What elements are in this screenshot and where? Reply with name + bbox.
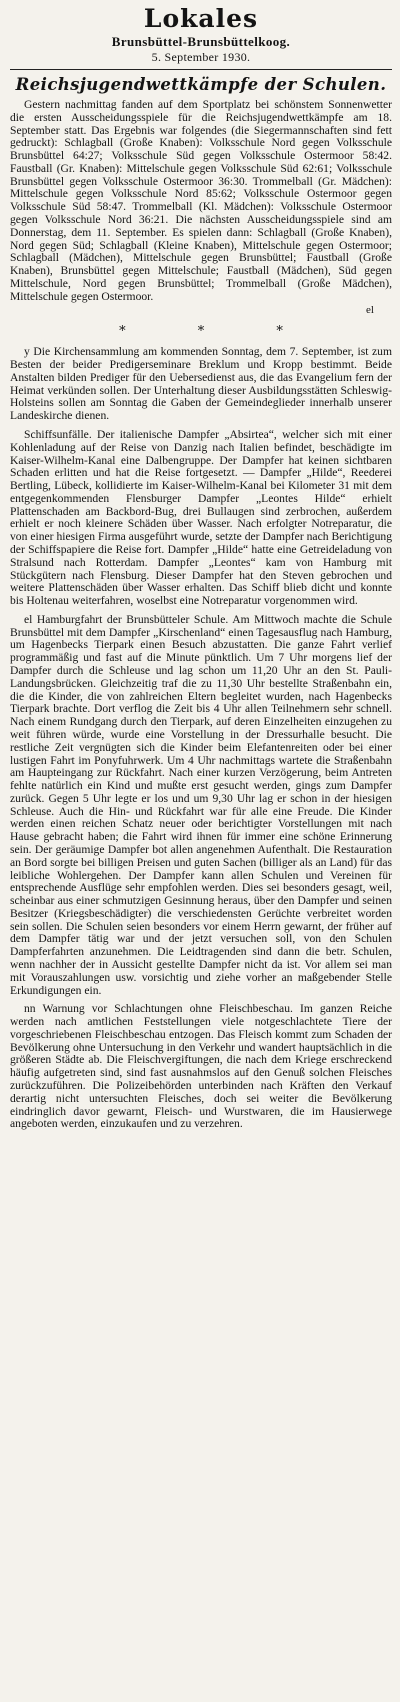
article-ship-accidents: Schiffsunfälle. Der italienische Dampfer „Absirtea“, welcher sich mit einer Kohlenladung auf der Reise von Danzig nach Italien befindet, beschädigte im Kaiser-Wilhelm-Kanal eine Dalbengruppe. Der Dampfer hat keinen sichtbaren Schaden erlitten und hat die Reise fortgesetzt. — Dampfer „Hilde“, Reederei Bertling, Lübeck, kollidierte im Kaiser-Wilhelm-Kanal bei Kilometer 31 mit dem entgegenkommenden Flensburger Dampfer „Leontes Hilde“ erhielt Plattenschaden am Backbord-Bug, drei Bullaugen sind zerbrochen, außerdem erhielt er noch kleinere Schäden über Wasser. Nach erfolgter Notreparatur, die von einer hiesigen Firma ausgeführt wurde, setzte der Dampfer nach Berichtigung der Schiffspapiere die Reise fort. Dampfer „Hilde“ hatte eine Getreideladung von Stralsund nach Rotterdam. Dampfer „Leontes“ kam von Hamburg mit Stückgütern nach Flensburg. Dieser Dampfer hat den Steven gebrochen und weitere Plattenschäden über Wasser erhalten. Das Schiff blieb dicht und konnte bis Holtenau weiterfahren, woselbst eine Notreparatur vorgenommen wird. xyxy=(10,427,392,608)
masthead xyxy=(10,0,392,65)
divider-rule xyxy=(10,69,392,70)
dateline: 5. September 1930. xyxy=(151,50,251,64)
article-headline: Reichsjugendwettkämpfe der Schulen. xyxy=(15,75,387,94)
section-divider-stars: * * * xyxy=(119,324,317,340)
article-hamburg-trip: el Hamburgfahrt der Brunsbütteler Schule. Am Mittwoch machte die Schule Brunsbüttel mit dem Dampfer „Kirschenland“ einen Tagesausflug nach Hamburg, um Hagenbecks Tierpark einen Besuch abzustatten. Die ganze Fahrt verlief programmäßig und fast auf die Minute pünktlich. Um 7 Uhr morgens lief der Dampfer durch die Schleuse und lag schon um 11,20 Uhr an den St. Pauli-Landungsbrücken. Gleichzeitig traf die zu 11,30 Uhr bestellte Straßenbahn ein, die die Kinder, die von zahlreichen Eltern begleitet wurden, nach Hagenbecks Tierpark brachte. Dort verflog die Zeit bis 4 Uhr allen Teilnehmern sehr schnell. Nach einem Rundgang durch den Tierpark, auf deren Einzelheiten einzugehen zu weit führen würde, wurde eine Vorstellung in der Dressurhalle besucht. Die restliche Zeit vergnügten sich die Kinder beim Elefantenreiten oder bei einer lustigen Fahrt im Ponyfuhrwerk. Um 4 Uhr nachmittags wartete die Straßenbahn am Haupteingang zur Rückfahrt. Nach einer kurzen Verzögerung, beim Antreten fehlte natürlich ein Kind und mußte erst gesucht werden, gings zum Dampfer zurück. Gegen 5 Uhr legte er los und um 9,30 Uhr lag er schon in der hiesigen Schleuse. Auch die Hin- und Rückfahrt war für alle eine Freude. Die Kinder werden einen reichen Schatz neuer oder berichtigter Vorstellungen mit nach Hause gebracht haben; die Fahrt wird ihnen für immer eine schöne Erinnerung sein. Der geräumige Dampfer bot allen angenehmen Aufenthalt. Die Restauration an Bord sorgte bei billigen Preisen und guten Sachen (billiger als an Land) für das leibliche Wohlergehen. Der Dampfer kann allen Schulen und Vereinen für entsprechende Ausflüge sehr empfohlen werden. Dies sei besonders gesagt, weil, scheinbar aus einer schmutzigen Gesinnung heraus, über den Dampfer und seinen Besitzer (Kriegsbeschädigter) die verschiedensten Gerüchte verbreitet worden sein sollen. Die Schulen seien besonders vor einem Herrn gewarnt, der früher auf dem Dampfer tätig war und der jetzt versuchen soll, von den Schulen Dampferfahrten anzunehmen. Die Leidtragenden sind dann die betr. Schulen, wenn nachher der in Aussicht gestellte Dampfer nicht da ist. Vor allem sei man mit Vorauszahlungen usw. vorsichtig und ziehe vorher an maßgebender Stelle Erkundigungen ein. xyxy=(10,612,392,997)
article-sports-body: Gestern nachmittag fanden auf dem Sportplatz bei schönstem Sonnenwetter die ersten Ausscheidungsspiele für die Reichsjugendwettkämpfe am 18. September statt. Das Ergebnis war folgendes (die Siegermannschaften sind fett gedruckt): Schlagball (Große Knaben): Volksschule Nord gegen Volksschule Brunsbüttel 64:27; Volksschule Süd gegen Volksschule Ostermoor 58:42. Faustball (Gr. Knaben): Mittelschule gegen Volksschule Süd 62:61; Volksschule Brunsbüttel gegen Volksschule Ostermoor 36:30. Trommelball (Gr. Mädchen): Mittelschule gegen Volksschule Nord 85:62; Volksschule Ostermoor gegen Volksschule Süd 58:47. Trommelball (Kl. Mädchen): Volksschule Ostermoor gegen Volksschule Nord 36:21. Die nächsten Ausscheidungsspiele sind am Donnerstag, dem 11. September. Es spielen dann: Schlagball (Große Knaben), Nord gegen Süd; Schlagball (Kleine Knaben), Mittelschule gegen Ostermoor; Schlagball (Mädchen), Mittelschule gegen Brunsbüttel; Faustball (Große Knaben), Brunsbüttel gegen Mittelschule; Faustball (Mädchen), Süd gegen Mittelschule, Nord gegen Brunsbüttel; Trommelball (Große Mädchen), Mittelschule gegen Ostermoor. xyxy=(10,98,392,303)
article-church-collection: y Die Kirchensammlung am kommenden Sonntag, dem 7. September, ist zum Besten der beider Predigerseminare Breklum und Kropp bestimmt. Beide Anstalten bilden Prediger für den Uebersedienst aus, die das Evangelium fern der Heimat verkünden sollen. Der Unterhaltung dieser Ausbildungsstätten Schleswig-Holsteins sollen am Sonntag die Gaben der Gemeindeglieder innerhalb unserer Landeskirche dienen. xyxy=(10,345,392,423)
article-meat-inspection-warning: nn Warnung vor Schlachtungen ohne Fleischbeschau. Im ganzen Reiche werden nach amtlichen Feststellungen viele notgeschlachtete Tiere der vorgeschriebenen Fleischbeschau entzogen. Das Fleisch kommt zum Schaden der Bevölkerung ohne Untersuchung in den Verkehr und wandert hauptsächlich in die größeren Städte ab. Die Fleischvergiftungen, die nach dem Kriege erschreckend häufig aufgetreten sind, sind fast ausnahmslos auf den Genuß solchen Fleisches zurückzuführen. Die Polizeibehörden unterbinden nach Kräften den Verkauf derartig nicht untersuchten Fleisches, doch sei weiter die Bevölkerung eindringlich davor gewarnt, Fleisch- und Wurstwaren, die im Hausierwege angeboten werden, einzukaufen und zu verzehren. xyxy=(10,1002,392,1131)
section-title: Lokales xyxy=(143,4,259,33)
section-subtitle: Brunsbüttel-Brunsbüttelkoog. xyxy=(111,34,291,49)
article-signature: el xyxy=(366,303,374,316)
